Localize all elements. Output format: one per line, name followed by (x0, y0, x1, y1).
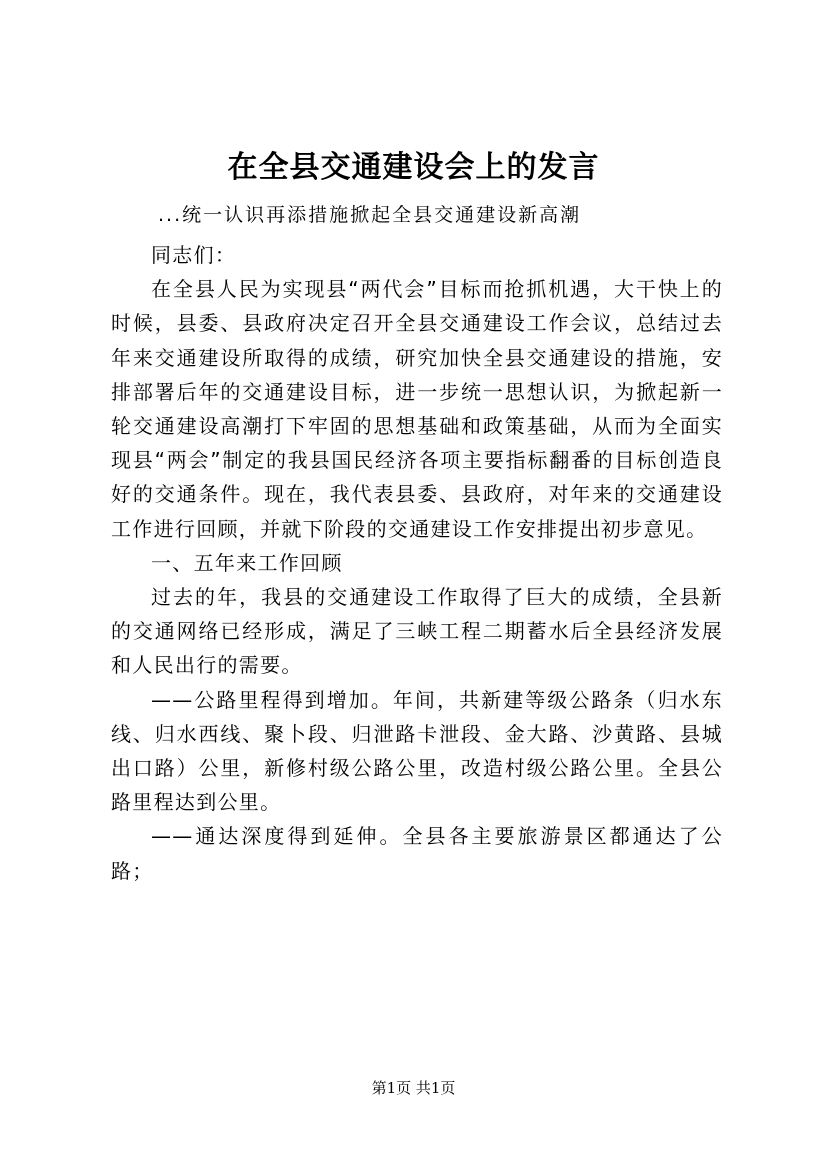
paragraph-intro: 在全县人民为实现县“两代会”目标而抢抓机遇，大干快上的时候，县委、县政府决定召开全县交通建设工作会议，总结过去年来交通建设所取得的成绩，研究加快全县交通建设的措施，安排部署后年的交通建设目标，进一步统一思想认识，为掀起新一轮交通建设高潮打下牢固的思想基础和政策基础，从而为全面实现县“两会”制定的我县国民经济各项主要指标翻番的目标创造良好的交通条件。现在，我代表县委、县政府，对年来的交通建设工作进行回顾，并就下阶段的交通建设工作安排提出初步意见。 (111, 277, 723, 541)
paragraph-review: 过去的年，我县的交通建设工作取得了巨大的成绩，全县新的交通网络已经形成，满足了三峡工程二期蓄水后全县经济发展和人民出行的需要。 (111, 585, 723, 678)
document-body (111, 238, 723, 888)
section-heading: 一、五年来工作回顾 (151, 550, 343, 575)
document-title: 在全县交通建设会上的发言 (227, 150, 600, 185)
page-number: 第1页 共1页 (371, 1079, 456, 1097)
paragraph-access-depth: ——通达深度得到延伸。全县各主要旅游景区都通达了公路； (111, 824, 723, 883)
document-subtitle: ...统一认识再添措施掀起全县交通建设新高潮 (158, 204, 582, 226)
salutation: 同志们： (151, 243, 237, 267)
paragraph-road-mileage: ——公路里程得到增加。年间，共新建等级公路条（归水东线、归水西线、聚卜段、归泄路卡泄段、金大路、沙黄路、县城出口路）公里，新修村级公路公里，改造村级公路公里。全县公路里程达到公里。 (111, 687, 723, 815)
